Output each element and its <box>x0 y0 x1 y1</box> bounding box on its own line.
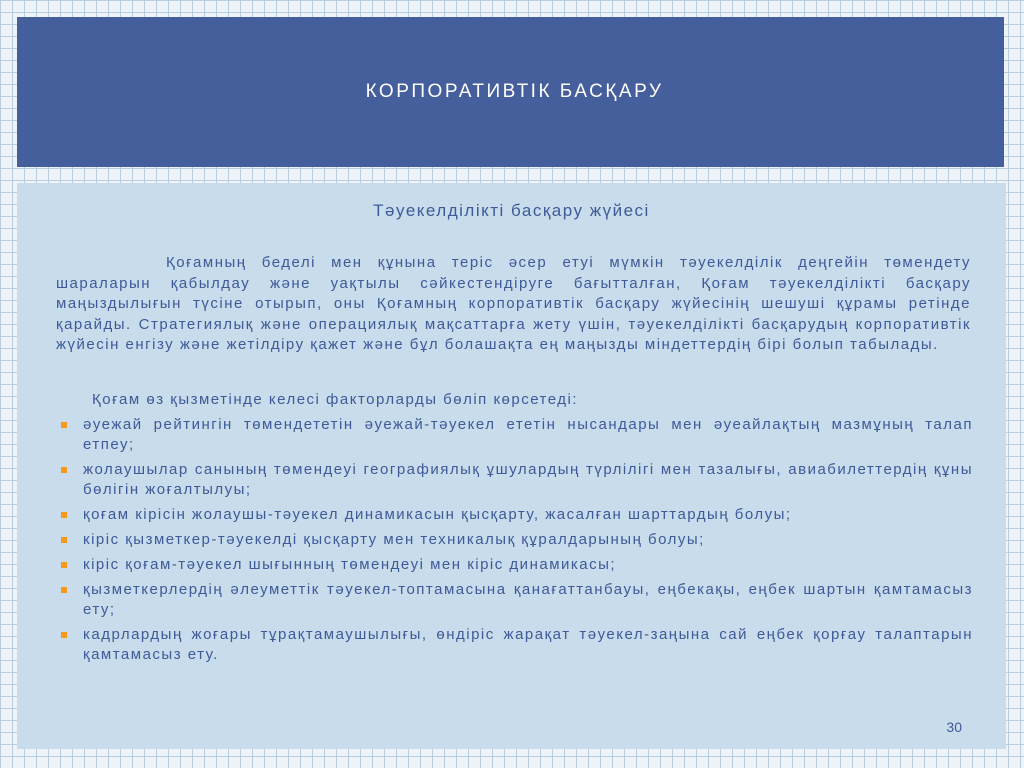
list-item <box>61 415 973 455</box>
list-item-text: кіріс қоғам-тәуекел шығынның төмендеуі мен кіріс динамикасы; <box>83 556 617 573</box>
square-bullet-icon <box>61 562 67 568</box>
page-number: 30 <box>946 719 962 735</box>
body-paragraph: Қоғамның беделі мен құнына теріс әсер етуі мүмкін тәуекелділік деңгейін төмендету шараларын қабылдау және уақтылы сәйкестендіруге бағытталған, Қоғам тәуекелділікті басқару маңыздылығын түсіне отырып, оны Қоғамның корпоративтік басқару жүйесінің шешуші құрамы ретінде қарайды. Стратегиялық және операциялық мақсаттарға жету үшін, тәуекелділікті басқарудың корпоративтік жүйесін енгізу және жетілдіру қажет және бұл болашақта ең маңызды міндеттердің бірі болып табылады. <box>56 254 971 353</box>
list-item-text: қоғам кірісін жолаушы-тәуекел динамикасын қысқарту, жасалған шарттардың болуы; <box>83 506 792 523</box>
factors-intro: Қоғам өз қызметінде келесі факторларды бөліп көрсетеді: <box>92 391 579 408</box>
list-item-text: қызметкерлердің әлеуметтік тәуекел-топтамасына қанағаттанбауы, еңбекақы, еңбек шартын қамтамасыз ету; <box>83 581 973 618</box>
list-item <box>61 530 973 550</box>
list-item <box>61 625 973 665</box>
slide-title: КОРПОРАТИВТІК БАСҚАРУ <box>365 81 664 102</box>
list-item-text: жолаушылар санының төмендеуі географиялық ұшулардың түрлілігі мен тазалығы, авиабилеттердің құны бөлігін жоғалтылуы; <box>83 461 973 498</box>
square-bullet-icon <box>61 632 67 638</box>
square-bullet-icon <box>61 422 67 428</box>
list-item-text: кадрлардың жоғары тұрақтамаушылығы, өндіріс жарақат тәуекел-заңына сай еңбек қорғау талаптарын қамтамасыз ету. <box>83 626 973 663</box>
content-panel <box>17 183 1006 749</box>
square-bullet-icon <box>61 512 67 518</box>
list-item <box>61 580 973 620</box>
slide-subtitle: Тәуекелділікті басқару жүйесі <box>373 201 650 220</box>
list-item <box>61 505 973 525</box>
square-bullet-icon <box>61 467 67 473</box>
square-bullet-icon <box>61 537 67 543</box>
square-bullet-icon <box>61 587 67 593</box>
list-item-text: әуежай рейтингін төмендететін әуежай-тәуекел ететін нысандары мен әуеайлақтың мазмұның талап етпеу; <box>83 416 973 453</box>
factors-list <box>61 415 973 670</box>
list-item <box>61 460 973 500</box>
slide-header <box>17 17 1004 167</box>
list-item-text: кіріс қызметкер-тәуекелді қысқарту мен техникалық құралдарының болуы; <box>83 531 705 548</box>
list-item <box>61 555 973 575</box>
